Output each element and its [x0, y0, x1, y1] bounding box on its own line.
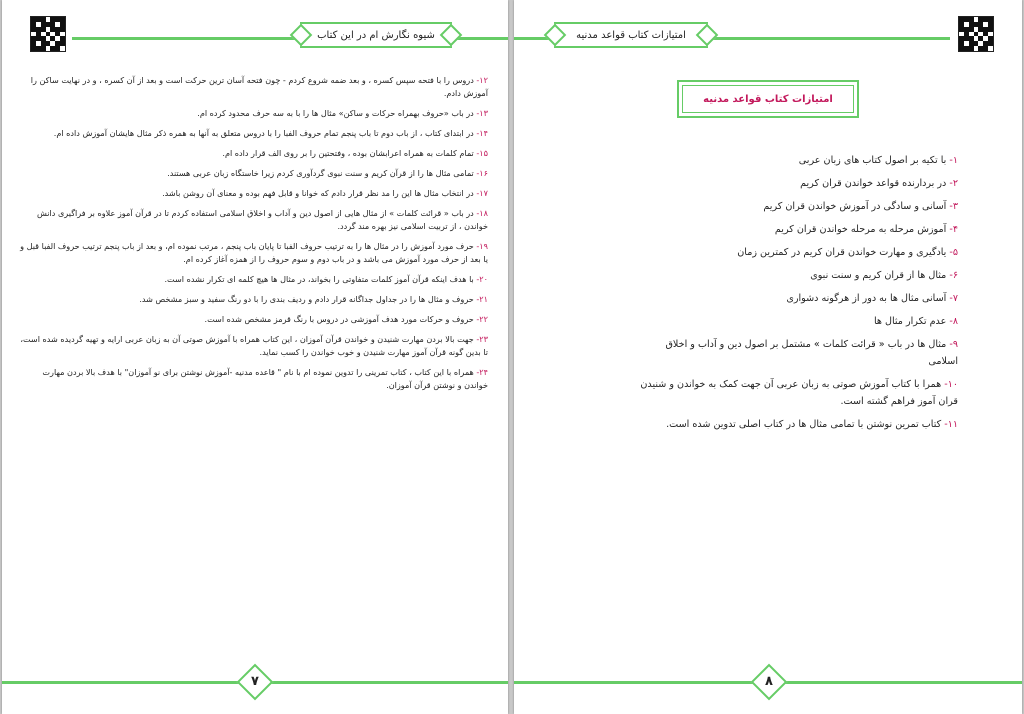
running-header-text: امتیازات کتاب قواعد مدنیه [576, 29, 686, 41]
running-header-text: شیوه نگارش ام در این کتاب [317, 29, 435, 41]
list-item: ۷- آسانی مثال ها به دور از هرگونه دشواری [786, 293, 958, 304]
qr-code-icon [30, 16, 66, 52]
right-page [514, 0, 1022, 714]
list-item: ۶- مثال ها از قران کریم و سنت نبوی [810, 270, 958, 281]
list-item: ۸- عدم تکرار مثال ها [873, 316, 958, 327]
page-number-badge [237, 664, 274, 701]
list-item: ۲۲- حروف و حرکات مورد هدف آموزشی در دروس با رنگ قرمز مشخص شده است. [204, 314, 488, 324]
list-item: ۳- آسانی و سادگی در آموزش خواندن قران کریم [763, 201, 958, 212]
list-item: ۱۳- در باب «حروف بهمراه حرکات و ساکن» مثال ها را با به سه حرف محدود کرده ام. [197, 108, 488, 118]
list-item: ۱۴- در ابتدای کتاب ، از باب دوم تا باب پنجم تمام حروف الفبا را با دروس متعلق به آنها به همره ذکر مثال هایشان آموزش داده ام. [53, 128, 488, 138]
list-item: ۹- مثال ها در باب « قرائت کلمات » مشتمل بر اصول دین و آداب و اخلاق اسلامی [665, 339, 958, 367]
list-item: ۵- یادگیری و مهارت خواندن قران کریم در کمترین زمان [737, 247, 958, 258]
list-item: ۱۲- دروس را با فتحه سپس کسره ، و بعد ضمه شروع کردم - چون فتحه آسان ترین حرکت است و بعد از آن کسره ، و در نهایت ساکن را آموزش دادم. [30, 75, 488, 98]
list-item: ۱۰- همرا با کتاب آموزش صوتی به زبان عربی آن جهت کمک به خواندن و شنیدن قران آموز فراهم گشته است. [640, 379, 958, 407]
page-number: ۸ [765, 674, 773, 689]
list-item: ۱۵- تمام کلمات به همراه اعرابشان بوده ، وفتحتین را بر روی الف قرار داده ام. [222, 148, 488, 158]
list-item: ۲- در بردارنده قواعد خواندن قران کریم [800, 178, 958, 189]
left-page [2, 0, 508, 714]
list-item: ۱۸- در باب « قرائت کلمات » از مثال هایی از اصول دین و آداب و اخلاق اسلامی استفاده کردم تا در قرآن آموز علاوه بر فراگیری دانش خواندن ، از تربیت اسلامی نیز بهره مند گردد. [36, 208, 488, 231]
list-item: ۱- با تکیه بر اصول کتاب های زبان عربی [798, 155, 958, 166]
list-item: ۱۹- حرف مورد آموزش را در مثال ها را به ترتیب حروف الفبا تا پایان باب پنجم ، مرتب نموده ام، و بعد از باب پنجم ترتیب حروف الفبا قبل و یا بعد از حرف مورد آموزش می باشد و در باب دوم و سوم حروف را از همزه آغاز کرده ام. [20, 241, 488, 264]
qr-code-icon [958, 16, 994, 52]
list-item: ۱۶- تمامی مثال ها را از قرآن کریم و سنت نبوی گردآوری کردم زیرا خاستگاه زبان عربی هستند. [167, 168, 488, 178]
running-header [554, 22, 708, 48]
features-list [638, 152, 958, 439]
running-header [300, 22, 452, 48]
page-number-badge [751, 664, 788, 701]
list-item: ۲۱- حروف و مثال ها را در جداول جداگانه قرار دادم و ردیف بندی را با دو رنگ سفید و سبز مشخص شد. [139, 294, 488, 304]
section-title-box [677, 80, 859, 118]
feature-list [20, 74, 488, 399]
page-number: ۷ [251, 674, 259, 689]
list-item: ۲۳- جهت بالا بردن مهارت شنیدن و خواندن قرآن آموزان ، این کتاب همراه با آموزش صوتی آن به زبان عربی ارایه و تهیه گردیده شده است، تا بدین گونه قرآن آموز مهارت شنیدن و خوب خواندن را کسب نماید. [20, 334, 488, 357]
section-title: امتیازات کتاب قواعد مدنیه [703, 93, 833, 105]
list-item: ۴- آموزش مرحله به مرحله خواندن قران کریم [774, 224, 958, 235]
list-item: ۲۴- همراه با این کتاب ، کتاب تمرینی را تدوین نموده ام با نام " قاعده مدنیه -آموزش نوشتن برای نو آموزان" با هدف بالا بردن مهارت خواندن و نوشتن قرآن آموزان. [42, 367, 488, 390]
list-item: ۱۱- کتاب تمرین نوشتن با تمامی مثال ها در کتاب اصلی تدوین شده است. [666, 419, 958, 430]
list-item: ۲۰- با هدف اینکه قرآن آموز کلمات متفاوتی را بخواند، در مثال ها هیچ کلمه ای تکرار نشده است. [164, 274, 488, 284]
list-item: ۱۷- در انتخاب مثال ها این را مد نظر قرار دادم که خوانا و قابل فهم بوده و معنای آن روشن باشد. [162, 188, 488, 198]
